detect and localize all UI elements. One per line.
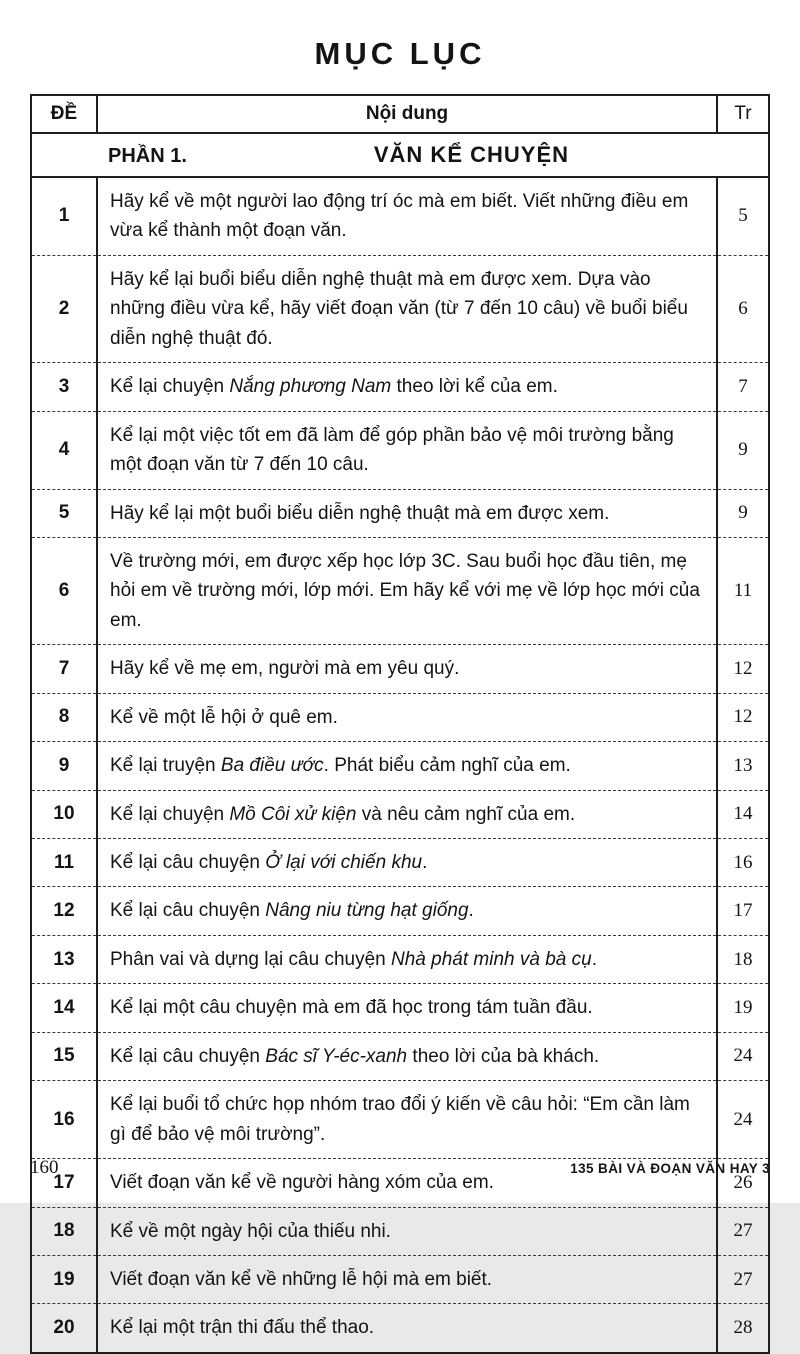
row-number: 1 (31, 177, 97, 255)
row-page: 27 (717, 1255, 769, 1303)
section-label: PHẦN 1. (108, 145, 187, 167)
row-content: Viết đoạn văn kể về người hàng xóm của em. (97, 1159, 717, 1207)
row-number: 8 (31, 693, 97, 741)
table-header-row (31, 95, 769, 133)
row-number: 2 (31, 255, 97, 362)
table-row (31, 984, 769, 1032)
table-row (31, 645, 769, 693)
section-inner (108, 142, 756, 168)
table-row (31, 1255, 769, 1303)
table-row (31, 935, 769, 983)
row-number: 4 (31, 411, 97, 489)
row-content: Kể lại chuyện Nắng phương Nam theo lời kể của em. (97, 363, 717, 411)
row-page: 9 (717, 411, 769, 489)
table-row (31, 255, 769, 362)
row-number: 5 (31, 489, 97, 537)
page-footer (30, 1157, 770, 1179)
row-number: 13 (31, 935, 97, 983)
section-title: VĂN KỂ CHUYỆN (373, 142, 570, 167)
row-content: Kể lại câu chuyện Bác sĩ Y-éc-xanh theo lời của bà khách. (97, 1032, 717, 1080)
row-content: Kể lại buổi tổ chức họp nhóm trao đổi ý kiến về câu hỏi: “Em cần làm gì để bảo vệ môi trường”. (97, 1081, 717, 1159)
row-content: Hãy kể về một người lao động trí óc mà em biết. Viết những điều em vừa kể thành một đoạn văn. (110, 191, 689, 242)
row-page: 26 (717, 1159, 769, 1207)
row-content: Phân vai và dựng lại câu chuyện Nhà phát minh và bà cụ. (97, 935, 717, 983)
table-row (31, 489, 769, 537)
row-number: 18 (31, 1207, 97, 1255)
row-content: Hãy kể lại buổi biểu diễn nghệ thuật mà em được xem. Dựa vào những điều vừa kể, hãy viết đoạn văn (từ 7 đến 10 câu) về buổi biểu diễn nghệ thuật đó. (97, 255, 717, 362)
row-page: 19 (717, 984, 769, 1032)
row-number: 10 (31, 790, 97, 838)
section-row (31, 133, 769, 177)
row-content: Hãy kể lại một buổi biểu diễn nghệ thuật mà em được xem. (97, 489, 717, 537)
row-content: Kể lại một câu chuyện mà em đã học trong tám tuần đầu. (97, 984, 717, 1032)
col-header-noi-dung: Nội dung (97, 95, 717, 133)
table-row (31, 1032, 769, 1080)
row-page: 9 (717, 489, 769, 537)
row-number: 19 (31, 1255, 97, 1303)
row-number: 20 (31, 1304, 97, 1353)
table-row (31, 790, 769, 838)
row-page: 13 (717, 742, 769, 790)
col-header-tr: Tr (717, 95, 769, 133)
row-content: Kể lại chuyện Mồ Côi xử kiện và nêu cảm nghĩ của em. (97, 790, 717, 838)
row-content: Kể về một lễ hội ở quê em. (97, 693, 717, 741)
row-number: 7 (31, 645, 97, 693)
row-number: 15 (31, 1032, 97, 1080)
row-number: 12 (31, 887, 97, 935)
table-row (31, 839, 769, 887)
table-row (31, 693, 769, 741)
row-number: 11 (31, 839, 97, 887)
row-content: Kể lại một trận thi đấu thể thao. (97, 1304, 717, 1353)
row-number: 14 (31, 984, 97, 1032)
row-content: Kể về một ngày hội của thiếu nhi. (97, 1207, 717, 1255)
row-content: Về trường mới, em được xếp học lớp 3C. Sau buổi học đầu tiên, mẹ hỏi em về trường mới, lớp mới. Em hãy kể với mẹ về lớp học mới của em. (97, 537, 717, 644)
row-number: 17 (31, 1159, 97, 1207)
row-content: Viết đoạn văn kể về những lễ hội mà em biết. (97, 1255, 717, 1303)
table-row (31, 1207, 769, 1255)
row-number: 6 (31, 537, 97, 644)
row-content: Hãy kể về mẹ em, người mà em yêu quý. (97, 645, 717, 693)
table-row (31, 1304, 769, 1353)
row-page: 24 (717, 1032, 769, 1080)
row-page: 5 (717, 177, 769, 255)
row-page: 7 (717, 363, 769, 411)
row-page: 6 (717, 255, 769, 362)
table-row (31, 411, 769, 489)
page-number: 160 (30, 1157, 59, 1178)
table-row (31, 742, 769, 790)
table-row (31, 177, 769, 255)
row-content: Kể lại một việc tốt em đã làm để góp phần bảo vệ môi trường bằng một đoạn văn từ 7 đến 10 câu. (97, 411, 717, 489)
row-page: 27 (717, 1207, 769, 1255)
row-number: 9 (31, 742, 97, 790)
col-header-de: ĐỀ (31, 95, 97, 133)
row-page: 11 (717, 537, 769, 644)
table-row (31, 363, 769, 411)
row-page: 12 (717, 693, 769, 741)
row-page: 12 (717, 645, 769, 693)
row-page: 24 (717, 1081, 769, 1159)
table-row (31, 1081, 769, 1159)
page-title: MỤC LỤC (314, 36, 486, 71)
row-number: 3 (31, 363, 97, 411)
row-page: 18 (717, 935, 769, 983)
row-page: 17 (717, 887, 769, 935)
table-row (31, 537, 769, 644)
row-page: 14 (717, 790, 769, 838)
book-title: 135 BÀI VÀ ĐOẠN VĂN HAY 3 (570, 1161, 770, 1176)
row-page: 28 (717, 1304, 769, 1353)
row-content: Kể lại câu chuyện Ở lại với chiến khu. (97, 839, 717, 887)
row-number: 16 (31, 1081, 97, 1159)
row-content: Kể lại câu chuyện Nâng niu từng hạt giống. (97, 887, 717, 935)
row-page: 16 (717, 839, 769, 887)
row-content: Kể lại truyện Ba điều ước. Phát biểu cảm nghĩ của em. (97, 742, 717, 790)
table-row (31, 887, 769, 935)
